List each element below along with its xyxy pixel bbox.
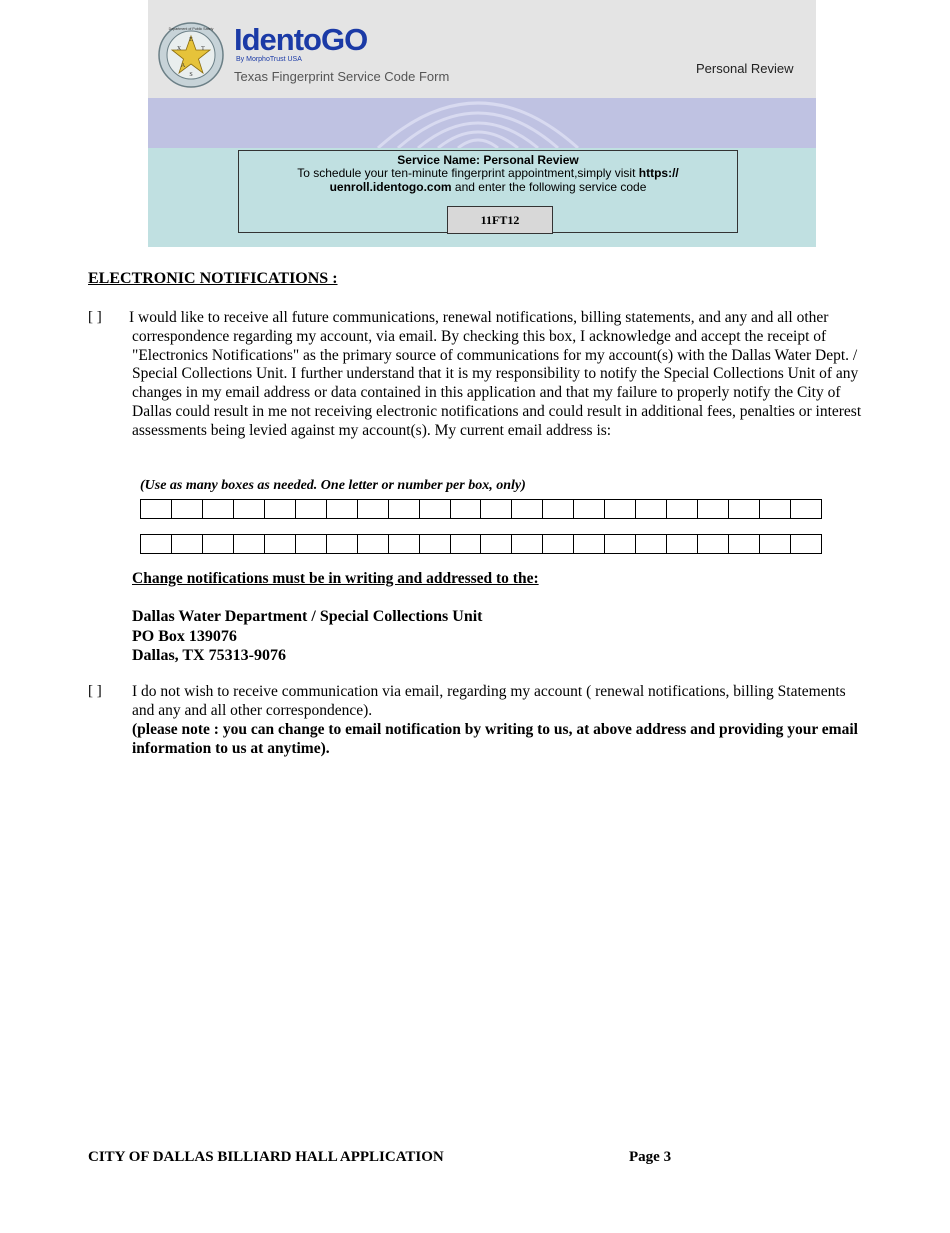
email-letter-box[interactable] <box>481 500 512 518</box>
email-letter-box[interactable] <box>760 535 791 553</box>
email-letter-box[interactable] <box>791 500 821 518</box>
email-boxes-note: (Use as many boxes as needed. One letter or number per box, only) <box>140 478 526 493</box>
email-letter-box[interactable] <box>420 500 451 518</box>
email-letter-box[interactable] <box>574 500 605 518</box>
page-number: Page 3 <box>629 1149 672 1165</box>
seal-letter-4: A <box>180 63 186 69</box>
email-letter-box[interactable] <box>358 500 389 518</box>
email-letter-box[interactable] <box>327 500 358 518</box>
email-letter-box[interactable] <box>481 535 512 553</box>
service-instructions <box>239 166 737 194</box>
mailing-address <box>132 607 483 666</box>
service-info-box <box>238 150 738 233</box>
banner-body <box>148 148 816 247</box>
change-notifications-heading: Change notifications must be in writing and addressed to the: <box>132 570 539 587</box>
enrollment-url-part-1[interactable]: https:// <box>638 166 679 180</box>
section-heading: ELECTRONIC NOTIFICATIONS : <box>88 270 338 287</box>
fingerprint-watermark-icon <box>358 98 598 148</box>
email-letter-box[interactable] <box>234 535 265 553</box>
email-letter-box[interactable] <box>636 535 667 553</box>
email-letter-box[interactable] <box>543 535 574 553</box>
dps-seal-icon <box>158 22 224 88</box>
service-code: 11FT12 <box>447 206 553 234</box>
opt-in-checkbox[interactable]: [ ] <box>88 309 102 325</box>
banner-band <box>148 98 816 148</box>
email-letter-box[interactable] <box>512 500 543 518</box>
instruction-text: To schedule your ten-minute fingerprint appointment,simply visit <box>297 166 639 180</box>
email-letter-box[interactable] <box>327 535 358 553</box>
email-letter-box[interactable] <box>296 500 327 518</box>
email-letter-box[interactable] <box>605 500 636 518</box>
email-letter-box[interactable] <box>791 535 821 553</box>
email-letter-box[interactable] <box>389 500 420 518</box>
email-letter-box[interactable] <box>574 535 605 553</box>
email-letter-box[interactable] <box>760 500 791 518</box>
identogo-logo: IdentoGO <box>234 22 368 57</box>
email-letter-box[interactable] <box>451 500 482 518</box>
seal-letter-3: T <box>201 46 205 52</box>
enrollment-url-part-2[interactable]: uenroll.identogo.com <box>329 180 452 194</box>
seal-letter-2: X <box>176 46 182 52</box>
logo-subtitle: By MorphoTrust USA <box>236 56 302 63</box>
email-letter-box[interactable] <box>172 500 203 518</box>
email-letter-box[interactable] <box>265 535 296 553</box>
instruction-text-end: and enter the following service code <box>451 180 647 194</box>
email-letter-box[interactable] <box>698 535 729 553</box>
email-letter-box[interactable] <box>667 535 698 553</box>
footer-title: CITY OF DALLAS BILLIARD HALL APPLICATION <box>88 1149 444 1165</box>
email-letter-box[interactable] <box>172 535 203 553</box>
email-entry-row-1[interactable] <box>140 499 822 519</box>
email-letter-box[interactable] <box>389 535 420 553</box>
email-letter-box[interactable] <box>265 500 296 518</box>
opt-in-text: I would like to receive all future communications, renewal notifications, billing statements, and any and all other correspondence regarding my account, via email. By checking this box, I acknowledge and accept the receipt of "Electronics Notifications" as the primary source of communications for my account(s) with the Dallas Water Dept. / Special Collections Unit. I further understand that it is my responsibility to notify the Special Collections Unit of any changes in my email address or data contained in this application and that my failure to properly notify the City of Dallas could result in me not receiving electronic notifications and could result in additional fees, penalties or interest assessments being levied against my account(s). My current email address is: <box>129 309 862 439</box>
opt-out-checkbox[interactable]: [ ] <box>88 683 102 699</box>
opt-out-note: (please note : you can change to email notification by writing to us, at above address and providing your email information to us at anytime). <box>132 721 858 757</box>
address-line-2: PO Box 139076 <box>132 627 237 645</box>
email-letter-box[interactable] <box>203 500 234 518</box>
service-code-banner <box>148 0 816 247</box>
email-letter-box[interactable] <box>543 500 574 518</box>
opt-out-text: I do not wish to receive communication via email, regarding my account ( renewal notifications, billing Statements and any and all other correspondence). <box>132 683 846 719</box>
email-letter-box[interactable] <box>729 500 760 518</box>
address-line-3: Dallas, TX 75313-9076 <box>132 647 286 664</box>
seal-letter-5: S <box>189 72 193 78</box>
email-letter-box[interactable] <box>636 500 667 518</box>
email-letter-box[interactable] <box>605 535 636 553</box>
email-letter-box[interactable] <box>234 500 265 518</box>
email-letter-box[interactable] <box>451 535 482 553</box>
email-letter-box[interactable] <box>141 535 172 553</box>
header-service-label: Personal Review <box>696 61 794 76</box>
seal-letter-1: E <box>189 37 193 43</box>
email-letter-box[interactable] <box>358 535 389 553</box>
email-letter-box[interactable] <box>420 535 451 553</box>
email-letter-box[interactable] <box>698 500 729 518</box>
email-letter-box[interactable] <box>729 535 760 553</box>
email-letter-box[interactable] <box>203 535 234 553</box>
banner-header <box>148 0 816 98</box>
form-title: Texas Fingerprint Service Code Form <box>234 69 450 84</box>
service-name: Service Name: Personal Review <box>397 153 579 167</box>
email-letter-box[interactable] <box>296 535 327 553</box>
email-letter-box[interactable] <box>667 500 698 518</box>
email-letter-box[interactable] <box>512 535 543 553</box>
seal-ring-text: Department of Public Safety <box>168 27 214 31</box>
email-letter-box[interactable] <box>141 500 172 518</box>
address-line-1: Dallas Water Department / Special Collections Unit <box>132 608 483 625</box>
email-entry-row-2[interactable] <box>140 534 822 554</box>
